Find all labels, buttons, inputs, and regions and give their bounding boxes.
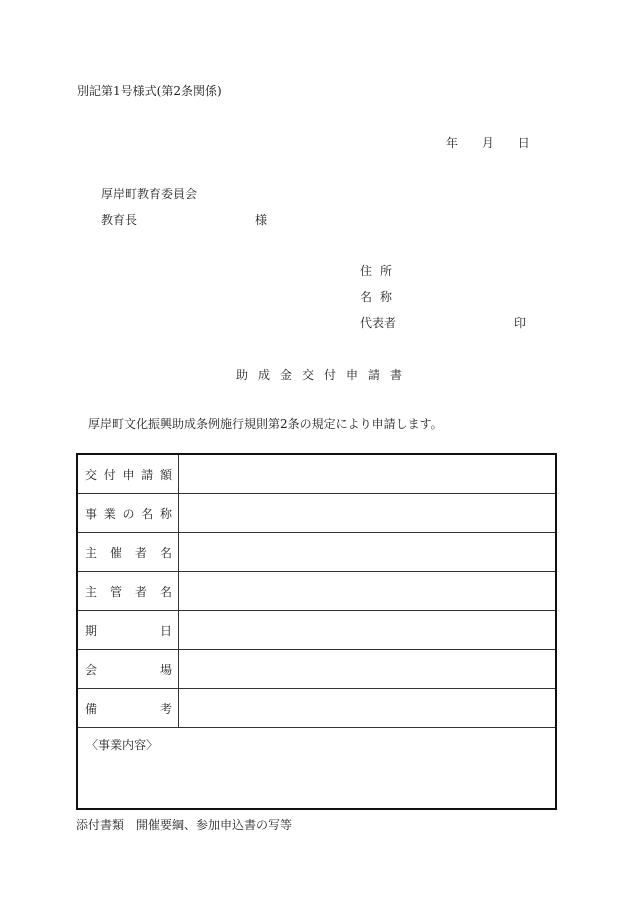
row-label-cell bbox=[77, 572, 179, 611]
recipient-honorific: 様 bbox=[255, 213, 268, 227]
table-row bbox=[77, 533, 556, 572]
row-label-cell bbox=[77, 611, 179, 650]
document-title: 助成金交付申請書 bbox=[236, 368, 413, 382]
table-row-content bbox=[77, 728, 556, 810]
applicant-representative-label: 代表者 bbox=[360, 316, 397, 330]
application-form-table bbox=[76, 453, 557, 810]
row-label: 主 催 者 名 bbox=[85, 545, 172, 560]
row-value-field[interactable] bbox=[179, 650, 557, 689]
date-month-label: 月 bbox=[481, 136, 494, 150]
attachments-note: 添付書類 開催要綱、参加申込書の写等 bbox=[76, 818, 293, 832]
row-label-cell bbox=[77, 533, 179, 572]
row-label: 期 日 bbox=[85, 623, 172, 638]
table-row bbox=[77, 494, 556, 533]
row-label-cell bbox=[77, 650, 179, 689]
date-year-label: 年 bbox=[446, 136, 459, 150]
recipient-title: 教育長 bbox=[101, 213, 138, 227]
table-row bbox=[77, 611, 556, 650]
table-row bbox=[77, 689, 556, 728]
row-label-cell bbox=[77, 494, 179, 533]
application-statement: 厚岸町文化振興助成条例施行規則第2条の規定により申請します。 bbox=[88, 417, 443, 431]
row-label-cell bbox=[77, 689, 179, 728]
row-label: 事 業 の 名 称 bbox=[85, 506, 172, 521]
row-value-field[interactable] bbox=[179, 494, 557, 533]
date-line bbox=[446, 136, 530, 150]
applicant-address-label: 住所 bbox=[360, 264, 401, 278]
table-row bbox=[77, 454, 556, 494]
table-row bbox=[77, 572, 556, 611]
row-label: 備 考 bbox=[85, 701, 172, 716]
applicant-name-label: 名称 bbox=[360, 290, 401, 304]
row-value-field[interactable] bbox=[179, 689, 557, 728]
form-number: 別記第1号様式(第2条関係) bbox=[77, 84, 222, 98]
row-label: 会 場 bbox=[85, 662, 172, 677]
date-day-label: 日 bbox=[517, 136, 530, 150]
table-row bbox=[77, 650, 556, 689]
row-value-field[interactable] bbox=[179, 533, 557, 572]
row-value-field[interactable] bbox=[179, 572, 557, 611]
row-value-field[interactable] bbox=[179, 611, 557, 650]
row-label-cell bbox=[77, 454, 179, 494]
row-value-field[interactable] bbox=[179, 454, 557, 494]
seal-label: 印 bbox=[514, 316, 527, 330]
row-label: 主 管 者 名 bbox=[85, 584, 172, 599]
recipient-organization: 厚岸町教育委員会 bbox=[101, 187, 198, 201]
row-label: 交 付 申 請 額 bbox=[85, 467, 172, 482]
project-content-label: 〈事業内容〉 bbox=[86, 738, 159, 752]
project-content-field[interactable] bbox=[77, 728, 556, 810]
